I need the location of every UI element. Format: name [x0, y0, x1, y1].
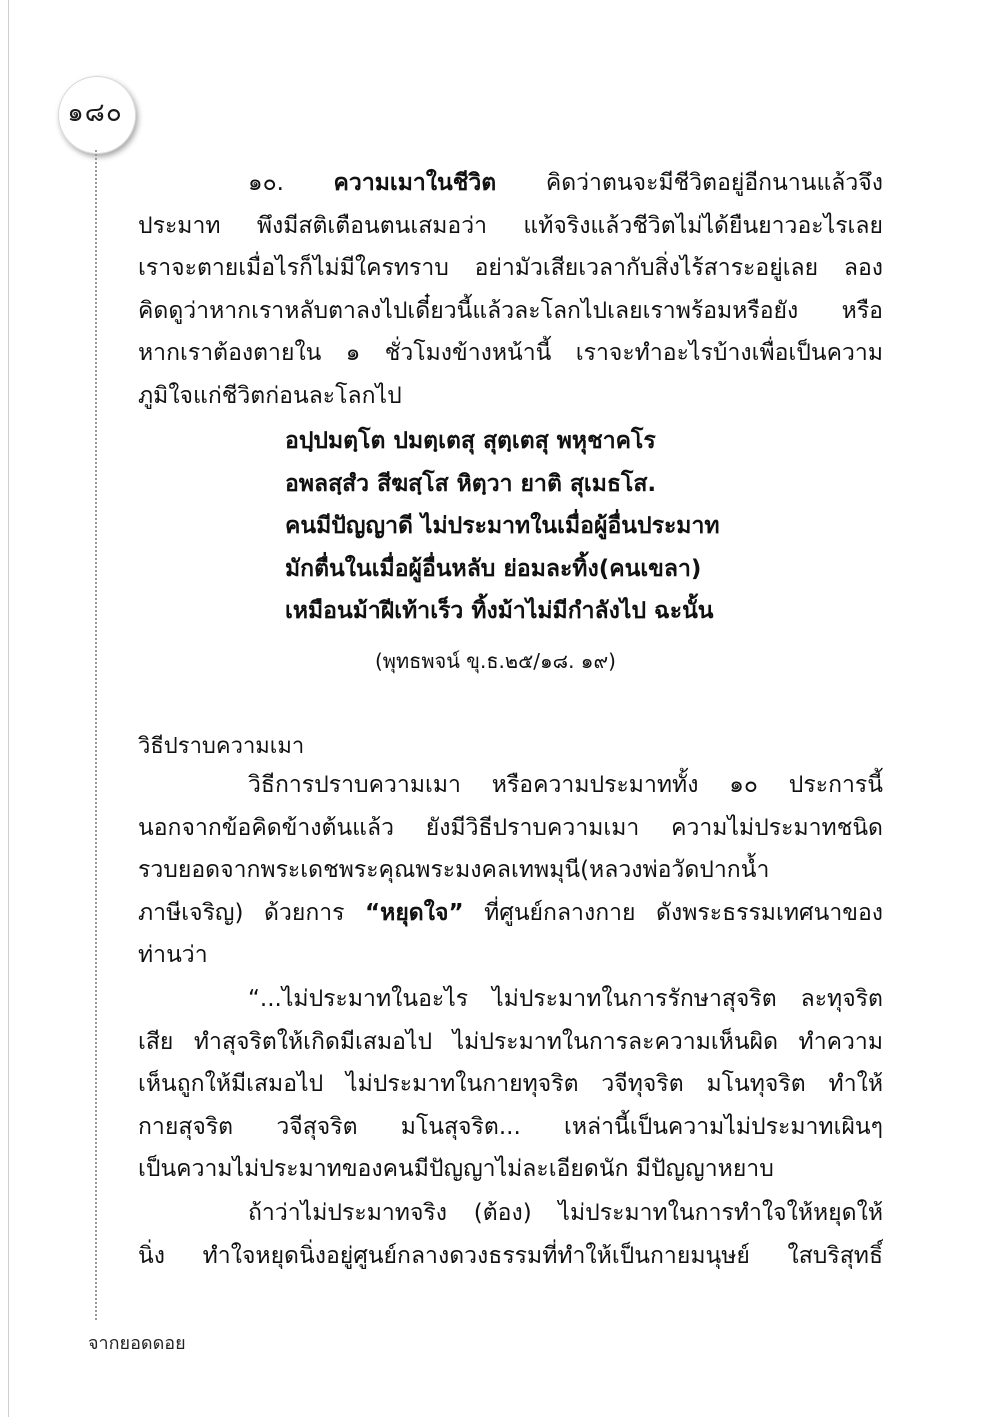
page-number: ๑๘๐	[67, 98, 123, 128]
verse-line: มักตื่นในเมื่อผู้อื่นหลับ ย่อมละทิ้ง(คนเขลา)	[285, 555, 702, 582]
paragraph-line: วิธีการปราบความเมา หรือความประมาททั้ง ๑๐ ประการนี้	[248, 772, 883, 798]
paragraph-line: ประมาท พึงมีสติเตือนตนเสมอว่า แท้จริงแล้วชีวิตไม่ได้ยืนยาวอะไรเลย	[138, 212, 883, 239]
paragraph-intoxication-of-life	[138, 162, 883, 417]
paragraph-line: รวบยอดจากพระเดชพระคุณพระมงคลเทพมุนี(หลวงพ่อวัดปากน้ำ	[138, 857, 770, 883]
verse-line: เหมือนม้าฝีเท้าเร็ว ทิ้งม้าไม่มีกำลังไป ฉะนั้น	[285, 598, 714, 624]
paragraph-text: ภาษีเจริญ) ด้วยการ	[138, 899, 345, 926]
paragraph-line	[138, 162, 883, 205]
paragraph-method	[138, 764, 883, 977]
paragraph-quote	[138, 978, 883, 1191]
verse-line: อปฺปมตฺโต ปมตฺเตสุ สุตฺเตสุ พหุชาคโร	[285, 428, 656, 454]
verse-line: คนมีปัญญาดี ไม่ประมาทในเมื่อผู้อื่นประมาท	[285, 513, 720, 539]
paragraph-line: นอกจากข้อคิดข้างต้นแล้ว ยังมีวิธีปราบความเมา ความไม่ประมาทชนิด	[138, 814, 883, 841]
paragraph-line: ถ้าว่าไม่ประมาทจริง (ต้อง) ไม่ประมาทในการทำใจให้หยุดให้	[248, 1200, 883, 1226]
dotted-margin-rule	[95, 150, 97, 1320]
verse-citation: (พุทธพจน์ ขุ.ธ.๒๕/๑๘. ๑๙)	[375, 649, 616, 673]
section-heading: วิธีปราบความเมา	[138, 734, 305, 759]
paragraph-line: “...ไม่ประมาทในอะไร ไม่ประมาทในการรักษาสุจริต ละทุจริต	[248, 986, 883, 1012]
paragraph-line: คิดดูว่าหากเราหลับตาลงไปเดี๋ยวนี้แล้วละโลกไปเลยเราพร้อมหรือยัง หรือ	[138, 297, 883, 324]
paragraph-line: หากเราต้องตายใน ๑ ชั่วโมงข้างหน้านี้ เราจะทำอะไรบ้างเพื่อเป็นความ	[138, 340, 883, 366]
paragraph-line: เป็นความไม่ประมาทของคนมีปัญญาไม่ละเอียดนัก มีปัญญาหยาบ	[138, 1156, 774, 1182]
footer-book-title: จากยอดดอย	[88, 1333, 186, 1354]
paragraph-line: เสีย ทำสุจริตให้เกิดมีเสมอไป ไม่ประมาทในการละความเห็นผิด ทำความ	[138, 1028, 883, 1055]
paragraph-quote-continued	[138, 1192, 883, 1277]
paragraph-line: กายสุจริต วจีสุจริต มโนสุจริต... เหล่านี้เป็นความไม่ประมาทเผินๆ	[138, 1113, 883, 1140]
paragraph-line: เห็นถูกให้มีเสมอไป ไม่ประมาทในกายทุจริต วจีทุจริต มโนทุจริต ทำให้	[138, 1071, 883, 1097]
paragraph-text: คิดว่าตนจะมีชีวิตอยู่อีกนานแล้วจึง	[545, 170, 883, 196]
item-number: ๑๐.	[248, 170, 284, 196]
verse-line: อพลสฺสํว สีฆสฺโส หิตฺวา ยาติ สุเมธโส.	[285, 470, 657, 497]
paragraph-line: เราจะตายเมื่อไรก็ไม่มีใครทราบ อย่ามัวเสียเวลากับสิ่งไร้สาระอยู่เลย ลอง	[138, 255, 883, 281]
verse-block	[285, 420, 805, 633]
paragraph-line: ท่านว่า	[138, 942, 208, 968]
page-edge-line	[8, 0, 9, 1417]
paragraph-line	[138, 892, 883, 935]
item-title: ความเมาในชีวิต	[333, 170, 497, 196]
paragraph-line: ภูมิใจแก่ชีวิตก่อนละโลกไป	[138, 382, 402, 409]
paragraph-text: ที่ศูนย์กลางกาย ดังพระธรรมเทศนาของ	[484, 899, 883, 926]
emphasis-text: “หยุดใจ”	[365, 899, 464, 926]
paragraph-line: นิ่ง ทำใจหยุดนิ่งอยู่ศูนย์กลางดวงธรรมที่ทำให้เป็นกายมนุษย์ ใสบริสุทธิ์	[138, 1242, 883, 1269]
